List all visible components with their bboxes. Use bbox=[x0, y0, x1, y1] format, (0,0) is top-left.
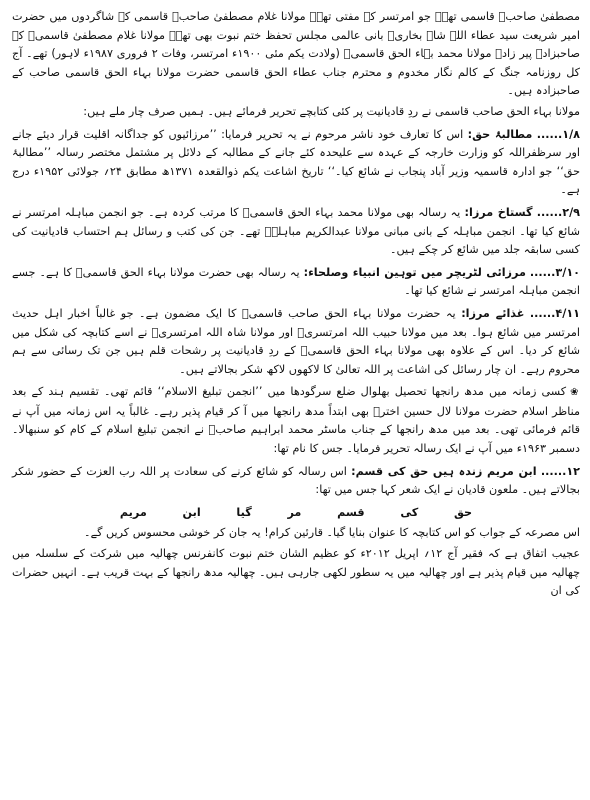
paragraph-booklets-intro bbox=[12, 103, 580, 122]
entry-heading: مطالبۂ حق: bbox=[467, 127, 533, 141]
entry-text: یہ رسالہ بھی مولانا محمد بہاء الحق قاسمیؒ کا مرتب کردہ ہے۔ جو انجمن مباہلہ امرتسر نے شائع کیا تھا۔ انجمن مباہلہ کے بانی مبانی مولانا عبدالکریم مباہلہؒ تھے۔ جن کی کتب و رسائل ہم احتساب قادیانیت کی کسی سابقہ جلد میں شائع کر چکے ہیں۔ bbox=[12, 205, 580, 257]
paragraph-text: مولانا بہاء الحق صاحب قاسمی نے ردِ قادیانیت پر کئی کتابچے تحریر فرمائے ہیں۔ ہمیں صرف چار ملے ہیں: bbox=[83, 104, 580, 118]
entry-mirzai-literature bbox=[12, 264, 580, 301]
entry-heading: غذائے مرزا: bbox=[461, 306, 525, 320]
entry-number: ۱/۸...... bbox=[536, 127, 580, 141]
verse-word: ابن bbox=[182, 505, 201, 519]
entry-heading: گستاخ مرزا: bbox=[464, 205, 533, 219]
verse-word: کی bbox=[400, 505, 419, 519]
entry-heading: ابن مریم زندہ ہیں حق کی قسم: bbox=[351, 464, 537, 478]
verse-line bbox=[12, 504, 580, 523]
entry-text: اس رسالہ کو شائع کرنے کی سعادت پر اللہ رب العزت کے حضور شکر بجالاتے ہیں۔ ملعون قادیان نے ایک شعر کہا جس میں تھا: bbox=[12, 464, 580, 497]
entry-number: ۲/۹...... bbox=[536, 205, 580, 219]
verse-word: قسم bbox=[337, 505, 365, 519]
entry-number: ۱۲...... bbox=[540, 464, 581, 478]
paragraph-anjuman bbox=[12, 383, 580, 458]
paragraph-text: اس مصرعہ کے جواب کو اس کتابچہ کا عنوان بنایا گیا۔ قارئین کرام! یہ جان کر خوشی محسوس کریں گے۔ bbox=[84, 526, 580, 540]
flower-bullet-icon: ❀ bbox=[570, 387, 580, 399]
verse-word: حق bbox=[453, 505, 473, 519]
paragraph-text: عجیب اتفاق ہے کہ فقیر آج ۱۲؍ اپریل ۲۰۱۲ء کو عظیم الشان ختم نبوت کانفرنس چھالیہ میں شرکت کے سلسلہ میں چھالیہ میں قیام پذیر ہے اور چھالیہ میں یہ سطور لکھی جارہی ہیں۔ چھالیہ مدھ رانجھا کے بہت قریب ہے۔ انہیں حضرات کی ان bbox=[12, 547, 580, 598]
entry-heading: مرزائی لٹریچر میں توہین انبیاء وصلحاء: bbox=[303, 265, 526, 279]
paragraph-title-note bbox=[12, 524, 580, 543]
entry-number: ۳/۱۰...... bbox=[529, 265, 580, 279]
entry-text: یہ حضرت مولانا بہاء الحق صاحب قاسمیؒ کا ایک مضمون ہے۔ جو غالباً اخبار اہل حدیث امرتسر میں شائع ہوا۔ بعد میں مولانا حبیب اللہ امرتسریؒ اور مولانا شاہ اللہ امرتسریؒ نے اسے کتابچہ کی شکل میں شائع کر دیا۔ اس کے علاوہ بھی مولانا بہاء الحق قاسمیؒ کے ردِ قادیانیت پر رشحات قلم ہیں جن تک رسائی سے ہم محروم رہے۔ ان چار رسائل کی اشاعت پر اللہ تعالیٰ کا لاکھوں لاکھ شکر بجالاتے ہیں۔ bbox=[12, 306, 580, 376]
entry-gustakh-mirza bbox=[12, 204, 580, 260]
verse-word: مر bbox=[287, 505, 302, 519]
entry-matalba-e-haq bbox=[12, 126, 580, 200]
paragraph-text: کسی زمانہ میں مدھ رانجھا تحصیل بھلوال ضلع سرگودھا میں ’’انجمن تبلیغ الاسلام‘‘ قائم تھی۔ تقسیم ہند کے بعد مناظر اسلام حضرت مولانا لال حسین اخترؒ بھی ابتداً مدھ رانجھا میں آ کر قیام پذیر رہے۔ غالباً یہ اس زمانہ میں آپ نے قائم فرمائی تھی۔ بعد میں مدھ رانجھا کے جناب ماسٹر محمد ابراہیم صاحبؒ نے انجمن تبلیغ اسلام کے کام کو سنبھالا۔ دسمبر ۱۹۶۳ء میں آپ نے ایک رسالہ تحریر فرمایا۔ جس کا نام تھا: bbox=[12, 385, 580, 456]
entry-number: ۴/۱۱...... bbox=[529, 306, 580, 320]
paragraph-text: مصطفیٰ صاحبؒ قاسمی تھے۔ جو امرتسر کے مفتی تھے۔ مولانا غلام مصطفیٰ صاحبؒ قاسمی کے شاگردوں میں حضرت امیر شریعت سید عطاء اللہ شاہ بخاریؒ بانی عالمی مجلس تحفظ ختم نبوت بھی تھے۔ مولانا غلام مصطفیٰ قاسمیؒ کے صاحبزادے پیر زادہ مولانا محمد بہاء الحق قاسمیؒ (ولادت یکم مئی ۱۹۰۰ء امرتسر، وفات ۲ فروری ۱۹۸۷ء لاہور) تھے۔ آج کل روزنامہ جنگ کے کالم نگار مخدوم و محترم جناب عطاء الحق قاسمی حضرت مولانا بہاء الحق قاسمی صاحب کے صاحبزادہ ہیں۔ bbox=[12, 10, 580, 98]
entry-ghizaye-mirza bbox=[12, 305, 580, 379]
entry-text: اس کا تعارف خود ناشر مرحوم نے یہ تحریر فرمایا: ’’مرزائیوں کو جداگانہ اقلیت قرار دیئے جانے اور سرظفراللہ کو وزارت خارجہ کے عہدہ سے علیحدہ کئے جانے کے مطالبہ کے دلائل پر مشتمل مختصر رسالہ ’’مطالبۂ حق‘‘ جو ادارہ قاسمیہ وزیر آباد پنجاب نے شائع کیا۔‘‘ تاریخ اشاعت یکم ذوالقعدہ ۱۳۷۱ھ مطابق ۲۴؍ جولائی ۱۹۵۲ء درج ہے۔ bbox=[12, 127, 580, 197]
entry-text: یہ رسالہ بھی حضرت مولانا بہاء الحق قاسمیؒ کا ہے۔ جسے انجمن مباہلہ امرتسر نے شائع کیا تھا۔ bbox=[12, 265, 580, 298]
entry-ibn-e-maryam bbox=[12, 463, 580, 500]
paragraph-intro bbox=[12, 8, 580, 101]
verse-word: مریم bbox=[119, 505, 147, 519]
verse-word: گیا bbox=[236, 505, 252, 519]
paragraph-chhalia bbox=[12, 545, 580, 601]
